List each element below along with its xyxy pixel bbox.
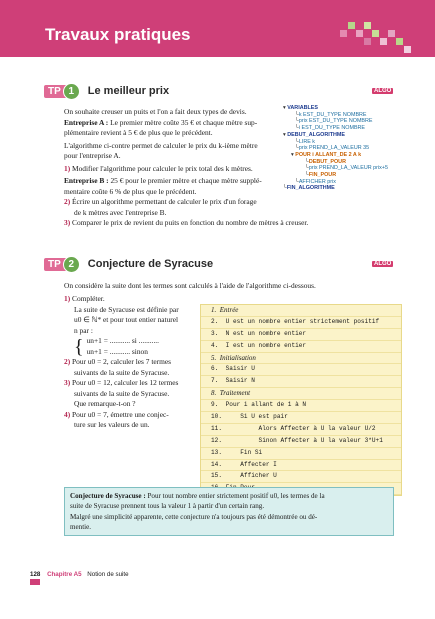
tree-line: └FIN_ALGORITHME <box>283 185 335 192</box>
tree-line: └prix PREND_LA_VALEUR prix+5 <box>305 165 388 172</box>
code-line: 1. Entrée <box>201 305 401 317</box>
paragraph: suivants de la suite de Syracuse. <box>74 367 170 377</box>
tree-line: ▾ DEBUT_ALGORITHME <box>283 131 346 138</box>
code-line: 9. Pour i allant de 1 à N <box>201 400 401 412</box>
tp-badge: TP <box>44 85 69 98</box>
piecewise-definition: { un+1 = ........... si ........... un+1 = ........... sinon <box>74 335 159 358</box>
algobox-tree <box>283 105 388 192</box>
decor-square <box>364 38 371 45</box>
paragraph: Malgré une simplicité apparente, cette conjecture n'a toujours pas été démontrée ou dé- <box>70 512 318 521</box>
code-line: 3. N est un nombre entier <box>201 329 401 341</box>
algo-tag: ALGO <box>374 261 392 267</box>
paragraph: On souhaite creuser un puits et l'on a fait deux types de devis. <box>64 107 247 116</box>
tree-line: └LIRE k <box>295 138 316 145</box>
code-line: 10. Si U est pair <box>201 412 401 424</box>
tree-line: └prix PREND_LA_VALEUR 35 <box>295 145 370 152</box>
tp2-intro: On considère la suite dont les termes sont calculés à l'aide de l'algorithme ci-dessous. <box>64 281 316 290</box>
decor-square <box>388 30 395 37</box>
code-line: 13. Fin Si <box>201 448 401 460</box>
tree-line: └FIN_POUR <box>305 172 337 179</box>
page-header <box>0 0 435 57</box>
definition-case: un+1 = ........... sinon <box>86 346 148 356</box>
code-line: 12. Sinon Affecter à U la valeur 3*U+1 <box>201 436 401 448</box>
paragraph: La suite de Syracuse est définie par <box>74 304 179 314</box>
decor-square <box>372 30 379 37</box>
code-line: 7. Saisir N <box>201 376 401 388</box>
code-line: 15. Afficher U <box>201 471 401 483</box>
tp1-text <box>64 107 279 197</box>
paragraph: mentaire coûte 6 % de plus que le précédent. <box>64 186 197 196</box>
page-title: Travaux pratiques <box>45 25 191 44</box>
tree-line: ▾ VARIABLES <box>283 105 318 111</box>
question: 2) Écrire un algorithme permettant de calculer le prix d'un forage <box>64 197 257 206</box>
tree-line: └DEBUT_POUR <box>305 158 346 165</box>
code-line: 5. Initialisation <box>201 353 401 365</box>
decor-square <box>348 22 355 29</box>
tp-title: Le meilleur prix <box>87 85 170 97</box>
paragraph: Que remarque-t-on ? <box>74 399 136 408</box>
tp-badge: TP <box>44 258 69 271</box>
question: 1) Modifier l'algorithme pour calculer le prix total des k mètres. <box>64 163 253 173</box>
paragraph: L'algorithme ci-contre permet de calculer le prix du k-ième mètre <box>64 140 258 150</box>
tp-number: 2 <box>63 256 80 273</box>
definition-case: un+1 = ........... si ........... <box>86 336 159 345</box>
question: 1) Compléter. <box>64 294 105 303</box>
paragraph: Entreprise A : Le premier mètre coûte 35 € et chaque mètre sup- <box>64 117 258 127</box>
section-label: Notion de suite <box>87 571 129 578</box>
tree-line: └AFFICHER prix <box>295 178 336 185</box>
question: 2) Pour u0 = 2, calculer les 7 termes <box>64 357 172 366</box>
code-line: 11. Alors Affecter à U la valeur U/2 <box>201 424 401 436</box>
chapter-label: Chapitre A5 <box>47 571 82 578</box>
page-number: 128 <box>30 571 41 578</box>
tree-line: ▾ POUR i ALLANT_DE 2 A k <box>291 151 362 158</box>
tp-title: Conjecture de Syracuse <box>87 258 214 270</box>
footer-decor <box>30 579 40 585</box>
paragraph: n par : <box>74 325 93 335</box>
tp-number: 1 <box>63 83 80 100</box>
paragraph: u0 ∈ ℕ* et pour tout entier naturel <box>74 315 179 324</box>
decor-square <box>396 38 403 45</box>
tree-line: └k EST_DU_TYPE NOMBRE <box>295 111 367 118</box>
tp2-questions <box>64 294 199 431</box>
decor-square <box>404 46 411 53</box>
code-line: 4. I est un nombre entier <box>201 341 401 353</box>
paragraph: suivants de la suite de Syracuse. <box>74 388 170 398</box>
paragraph: plémentaire revient à 5 € de plus que le précédent. <box>64 128 213 137</box>
paragraph: ture sur les valeurs de un. <box>74 420 150 429</box>
paragraph: Entreprise B : 25 € pour le premier mètre et chaque mètre supplé- <box>64 176 262 185</box>
page-footer <box>30 571 129 578</box>
code-line: 14. Affecter I <box>201 460 401 472</box>
conjecture-box <box>64 487 394 536</box>
decor-square <box>356 30 363 37</box>
tp2-heading <box>44 256 213 272</box>
code-line: 6. Saisir U <box>201 364 401 376</box>
tree-line: └prix EST_DU_TYPE NOMBRE <box>295 118 373 125</box>
decor-square <box>364 22 371 29</box>
question: 3) Comparer le prix de revient du puits en fonction du nombre de mètres à creuser. <box>64 218 309 227</box>
question: 3) Pour u0 = 12, calculer les 12 termes <box>64 378 179 387</box>
paragraph: mentie. <box>70 523 92 532</box>
paragraph: suite de Syracuse prennent tous la valeur 1 à partir d'un certain rang. <box>70 502 265 511</box>
paragraph: pour l'entreprise A. <box>64 151 121 160</box>
code-line: 2. U est un nombre entier strictement positif <box>201 317 401 329</box>
tree-line: └i EST_DU_TYPE NOMBRE <box>295 125 366 132</box>
paragraph: Conjecture de Syracuse : Pour tout nombre entier strictement positif u0, les termes de la <box>70 492 325 500</box>
question: 4) Pour u0 = 7, émettre une conjec- <box>64 409 169 419</box>
decor-square <box>340 30 347 37</box>
question: de k mètres avec l'entreprise B. <box>74 207 167 217</box>
code-line: 8. Traitement <box>201 388 401 400</box>
decor-square <box>380 38 387 45</box>
tp1-heading <box>44 83 169 99</box>
tp1-questions <box>64 197 404 229</box>
algo-tag: ALGO <box>374 88 392 94</box>
algorithm-code-box <box>200 304 402 496</box>
